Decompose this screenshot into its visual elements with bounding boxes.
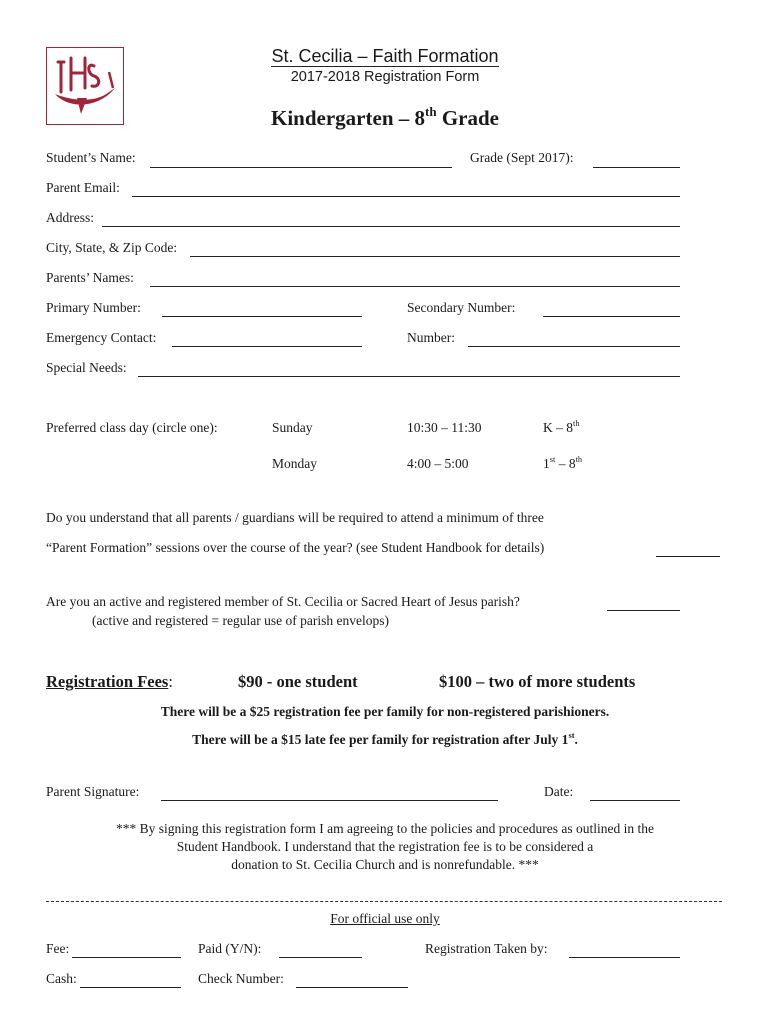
class-time-sunday: 10:30 – 11:30 (407, 420, 482, 435)
grade-label: Grade (Sept 2017): (470, 150, 574, 165)
special-needs-field[interactable] (138, 376, 680, 377)
emergency-contact-label: Emergency Contact: (46, 330, 157, 345)
agreement-text: *** By signing this registration form I am agreeing to the policies and procedures as outlined in the Student Handbook. I understand that the registration fee is to be considered a donation to St. Cecilia Church and is nonrefundable. *** (115, 821, 654, 872)
parents-names-label: Parents’ Names: (46, 270, 134, 285)
parent-formation-question-cont: “Parent Formation” sessions over the course of the year? (see Student Handbook for details) (46, 540, 545, 555)
parent-formation-answer-field[interactable] (656, 556, 720, 557)
paid-field[interactable] (279, 957, 362, 958)
city-label: City, State, & Zip Code: (46, 240, 178, 255)
registration-taken-by-label: Registration Taken by: (425, 941, 548, 956)
parish-member-answer-field[interactable] (607, 610, 680, 611)
student-name-label: Student’s Name: (46, 150, 136, 165)
check-number-label: Check Number: (198, 971, 284, 986)
parish-member-question: Are you an active and registered member of St. Cecilia or Sacred Heart of Jesus parish? (46, 594, 520, 609)
class-day-label: Preferred class day (circle one): (46, 420, 218, 435)
late-fee-note: There will be a $15 late fee per family for registration after July 1st. (192, 731, 578, 747)
primary-number-label: Primary Number: (46, 300, 141, 315)
fee-two-students: $100 – two of more students (439, 672, 636, 691)
student-name-field[interactable] (150, 167, 452, 168)
fee-field[interactable] (72, 957, 181, 958)
parish-member-note: (active and registered = regular use of parish envelops) (92, 613, 389, 628)
cash-field[interactable] (80, 987, 181, 988)
grade-field[interactable] (593, 167, 680, 168)
grade-heading: Kindergarten – 8th Grade (271, 104, 499, 130)
date-label: Date: (544, 784, 574, 799)
address-field[interactable] (102, 226, 680, 227)
parent-formation-question: Do you understand that all parents / guardians will be required to attend a minimum of three (46, 510, 544, 525)
official-use-heading: For official use only (330, 911, 440, 926)
parent-email-field[interactable] (132, 196, 680, 197)
form-subtitle: 2017-2018 Registration Form (290, 69, 480, 85)
parent-signature-label: Parent Signature: (46, 784, 140, 799)
paid-label: Paid (Y/N): (198, 941, 262, 956)
secondary-number-label: Secondary Number: (407, 300, 516, 315)
special-needs-label: Special Needs: (46, 360, 127, 375)
cash-label: Cash: (46, 971, 77, 986)
registration-fees-label: Registration Fees: (46, 672, 173, 691)
class-grades-monday: 1st – 8th (543, 455, 583, 471)
fee-one-student: $90 - one student (238, 672, 358, 691)
secondary-number-field[interactable] (543, 316, 680, 317)
fee-label: Fee: (46, 941, 70, 956)
parent-email-label: Parent Email: (46, 180, 120, 195)
form-title: St. Cecilia – Faith Formation (271, 46, 499, 66)
class-day-option-monday[interactable]: Monday (272, 456, 317, 471)
city-field[interactable] (190, 256, 680, 257)
dashed-divider (46, 901, 722, 902)
non-registered-fee-note: There will be a $25 registration fee per family for non-registered parishioners. (160, 704, 610, 719)
registration-taken-by-field[interactable] (569, 957, 680, 958)
date-field[interactable] (590, 800, 680, 801)
address-label: Address: (46, 210, 94, 225)
number-field[interactable] (468, 346, 680, 347)
class-day-option-sunday[interactable]: Sunday (272, 420, 313, 435)
parent-signature-field[interactable] (161, 800, 498, 801)
parents-names-field[interactable] (150, 286, 680, 287)
class-time-monday: 4:00 – 5:00 (407, 456, 469, 471)
class-grades-sunday: K – 8th (543, 419, 580, 435)
emergency-contact-field[interactable] (172, 346, 362, 347)
primary-number-field[interactable] (162, 316, 362, 317)
check-number-field[interactable] (296, 987, 408, 988)
number-label: Number: (407, 330, 455, 345)
